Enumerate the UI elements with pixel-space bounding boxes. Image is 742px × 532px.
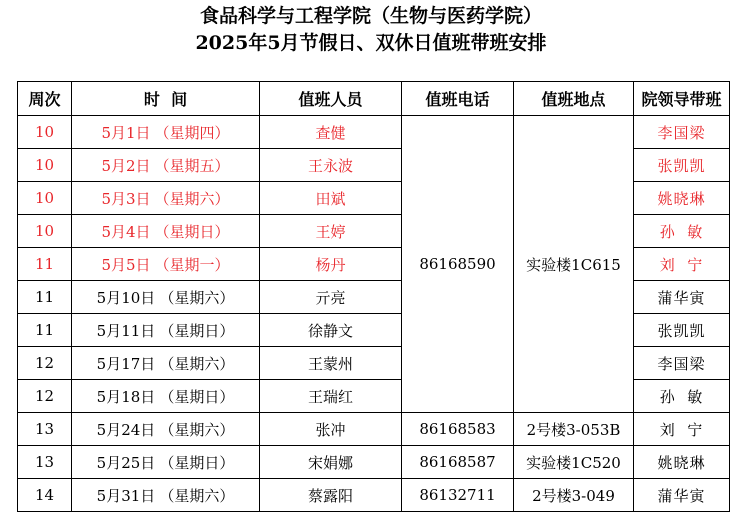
staff-cell: 杨丹 bbox=[260, 248, 402, 281]
date-text: 5月25日 bbox=[96, 453, 156, 472]
date-text: 5月11日 bbox=[96, 321, 156, 340]
header-leader: 院领导带班 bbox=[634, 82, 730, 116]
week-cell: 13 bbox=[18, 413, 72, 446]
header-location: 值班地点 bbox=[514, 82, 634, 116]
document-title: 食品科学与工程学院（生物与医药学院） bbox=[199, 5, 542, 27]
weekday-text: （星期日） bbox=[159, 387, 235, 406]
table-row bbox=[18, 413, 730, 446]
week-cell: 12 bbox=[18, 380, 72, 413]
weekday-text: （星期日） bbox=[159, 321, 235, 340]
date-text: 5月2日 bbox=[101, 156, 151, 175]
staff-cell: 亓亮 bbox=[260, 281, 402, 314]
table-row bbox=[18, 116, 730, 149]
weekday-text: （星期四） bbox=[154, 123, 230, 142]
table-row bbox=[18, 479, 730, 512]
phone-cell: 86168587 bbox=[402, 446, 514, 479]
week-cell: 14 bbox=[18, 479, 72, 512]
staff-cell: 王瑞红 bbox=[260, 380, 402, 413]
header-phone: 值班电话 bbox=[402, 82, 514, 116]
leader-cell: 张凯凯 bbox=[634, 314, 730, 347]
date-cell bbox=[72, 215, 260, 248]
leader-cell: 姚晓琳 bbox=[634, 182, 730, 215]
staff-cell: 田斌 bbox=[260, 182, 402, 215]
staff-cell: 王蒙州 bbox=[260, 347, 402, 380]
week-cell: 10 bbox=[18, 215, 72, 248]
weekday-text: （星期一） bbox=[154, 255, 230, 274]
header-staff: 值班人员 bbox=[260, 82, 402, 116]
header-time: 时 间 bbox=[72, 82, 260, 116]
date-text: 5月4日 bbox=[101, 222, 151, 241]
date-text: 5月31日 bbox=[96, 486, 156, 505]
leader-cell: 刘 宁 bbox=[634, 413, 730, 446]
header-week: 周次 bbox=[18, 82, 72, 116]
weekday-text: （星期六） bbox=[159, 420, 235, 439]
week-cell: 13 bbox=[18, 446, 72, 479]
weekday-text: （星期六） bbox=[159, 486, 235, 505]
phone-cell: 86168583 bbox=[402, 413, 514, 446]
document-subtitle: 2025年5月节假日、双休日值班带班安排 bbox=[195, 32, 547, 54]
weekday-text: （星期日） bbox=[159, 453, 235, 472]
week-cell: 11 bbox=[18, 281, 72, 314]
date-cell bbox=[72, 479, 260, 512]
date-cell bbox=[72, 347, 260, 380]
date-text: 5月17日 bbox=[96, 354, 156, 373]
location-cell: 2号楼3-049 bbox=[514, 479, 634, 512]
table-header-row bbox=[18, 82, 730, 116]
staff-cell: 王婷 bbox=[260, 215, 402, 248]
phone-cell: 86168590 bbox=[402, 116, 514, 413]
leader-cell: 刘 宁 bbox=[634, 248, 730, 281]
leader-cell: 姚晓琳 bbox=[634, 446, 730, 479]
location-cell: 实验楼1C520 bbox=[514, 446, 634, 479]
week-cell: 10 bbox=[18, 149, 72, 182]
leader-cell: 张凯凯 bbox=[634, 149, 730, 182]
staff-cell: 宋娟娜 bbox=[260, 446, 402, 479]
table-body bbox=[18, 116, 730, 512]
date-cell bbox=[72, 182, 260, 215]
phone-cell: 86132711 bbox=[402, 479, 514, 512]
date-cell bbox=[72, 149, 260, 182]
date-cell bbox=[72, 281, 260, 314]
duty-table bbox=[17, 81, 730, 512]
location-cell: 2号楼3-053B bbox=[514, 413, 634, 446]
date-cell bbox=[72, 248, 260, 281]
table-row bbox=[18, 446, 730, 479]
week-cell: 10 bbox=[18, 182, 72, 215]
date-text: 5月5日 bbox=[101, 255, 151, 274]
weekday-text: （星期六） bbox=[159, 354, 235, 373]
date-cell bbox=[72, 446, 260, 479]
date-cell bbox=[72, 116, 260, 149]
weekday-text: （星期六） bbox=[154, 189, 230, 208]
date-text: 5月18日 bbox=[96, 387, 156, 406]
date-text: 5月1日 bbox=[101, 123, 151, 142]
weekday-text: （星期六） bbox=[159, 288, 235, 307]
week-cell: 11 bbox=[18, 248, 72, 281]
date-cell bbox=[72, 413, 260, 446]
weekday-text: （星期日） bbox=[154, 222, 230, 241]
date-text: 5月24日 bbox=[96, 420, 156, 439]
staff-cell: 徐静文 bbox=[260, 314, 402, 347]
leader-cell: 李国梁 bbox=[634, 116, 730, 149]
staff-cell: 查健 bbox=[260, 116, 402, 149]
week-cell: 10 bbox=[18, 116, 72, 149]
leader-cell: 蒲华寅 bbox=[634, 281, 730, 314]
leader-cell: 李国梁 bbox=[634, 347, 730, 380]
date-cell bbox=[72, 314, 260, 347]
date-text: 5月10日 bbox=[96, 288, 156, 307]
staff-cell: 蔡露阳 bbox=[260, 479, 402, 512]
week-cell: 12 bbox=[18, 347, 72, 380]
leader-cell: 蒲华寅 bbox=[634, 479, 730, 512]
date-text: 5月3日 bbox=[101, 189, 151, 208]
weekday-text: （星期五） bbox=[154, 156, 230, 175]
staff-cell: 张冲 bbox=[260, 413, 402, 446]
leader-cell: 孙 敏 bbox=[634, 215, 730, 248]
week-cell: 11 bbox=[18, 314, 72, 347]
leader-cell: 孙 敏 bbox=[634, 380, 730, 413]
location-cell: 实验楼1C615 bbox=[514, 116, 634, 413]
staff-cell: 王永波 bbox=[260, 149, 402, 182]
date-cell bbox=[72, 380, 260, 413]
